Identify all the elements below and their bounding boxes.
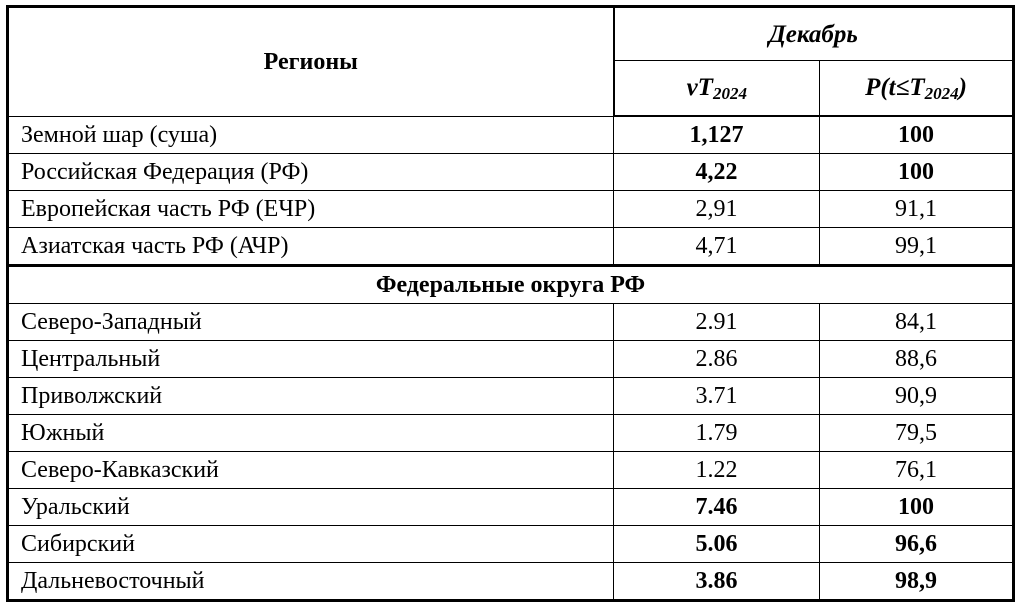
table-row xyxy=(8,563,1014,601)
table-row xyxy=(8,154,1014,191)
table-row xyxy=(8,452,1014,489)
value-vt: 2.91 xyxy=(614,304,820,341)
table-row xyxy=(8,116,1014,154)
value-probability: 100 xyxy=(820,489,1014,526)
region-name: Земной шар (суша) xyxy=(8,116,614,154)
value-probability: 98,9 xyxy=(820,563,1014,601)
value-vt: 7.46 xyxy=(614,489,820,526)
table-container xyxy=(6,5,1015,602)
value-probability: 76,1 xyxy=(820,452,1014,489)
region-name: Сибирский xyxy=(8,526,614,563)
table-row xyxy=(8,341,1014,378)
value-vt: 1,127 xyxy=(614,116,820,154)
header-probability: $P(t\le T_{2024})$ xyxy=(820,61,1014,117)
region-name: Центральный xyxy=(8,341,614,378)
value-probability: 84,1 xyxy=(820,304,1014,341)
table-row xyxy=(8,304,1014,341)
value-vt: 3.71 xyxy=(614,378,820,415)
region-name: Азиатская часть РФ (АЧР) xyxy=(8,228,614,266)
value-probability: 91,1 xyxy=(820,191,1014,228)
region-name: Дальневосточный xyxy=(8,563,614,601)
table-row xyxy=(8,191,1014,228)
regions-table xyxy=(6,5,1015,602)
table-row xyxy=(8,228,1014,266)
value-probability: 100 xyxy=(820,116,1014,154)
value-vt: 5.06 xyxy=(614,526,820,563)
value-probability: 90,9 xyxy=(820,378,1014,415)
region-name: Северо-Кавказский xyxy=(8,452,614,489)
table-row xyxy=(8,415,1014,452)
region-name: Уральский xyxy=(8,489,614,526)
region-name: Европейская часть РФ (ЕЧР) xyxy=(8,191,614,228)
value-vt: 4,22 xyxy=(614,154,820,191)
value-probability: 99,1 xyxy=(820,228,1014,266)
section-row xyxy=(8,266,1014,304)
section-title: Федеральные округа РФ xyxy=(8,266,1014,304)
value-vt: 1.22 xyxy=(614,452,820,489)
value-vt: 2.86 xyxy=(614,341,820,378)
region-name: Северо-Западный xyxy=(8,304,614,341)
region-name: Российская Федерация (РФ) xyxy=(8,154,614,191)
value-probability: 100 xyxy=(820,154,1014,191)
value-vt: 3.86 xyxy=(614,563,820,601)
table-row xyxy=(8,378,1014,415)
region-name: Приволжский xyxy=(8,378,614,415)
region-name: Южный xyxy=(8,415,614,452)
value-probability: 96,6 xyxy=(820,526,1014,563)
value-probability: 79,5 xyxy=(820,415,1014,452)
table-row xyxy=(8,489,1014,526)
value-vt: 2,91 xyxy=(614,191,820,228)
value-vt: 4,71 xyxy=(614,228,820,266)
value-probability: 88,6 xyxy=(820,341,1014,378)
table-row xyxy=(8,526,1014,563)
header-regions: Регионы xyxy=(8,7,614,117)
value-vt: 1.79 xyxy=(614,415,820,452)
header-vt: $vT_{2024}$ xyxy=(614,61,820,117)
header-month: Декабрь xyxy=(614,7,1014,61)
